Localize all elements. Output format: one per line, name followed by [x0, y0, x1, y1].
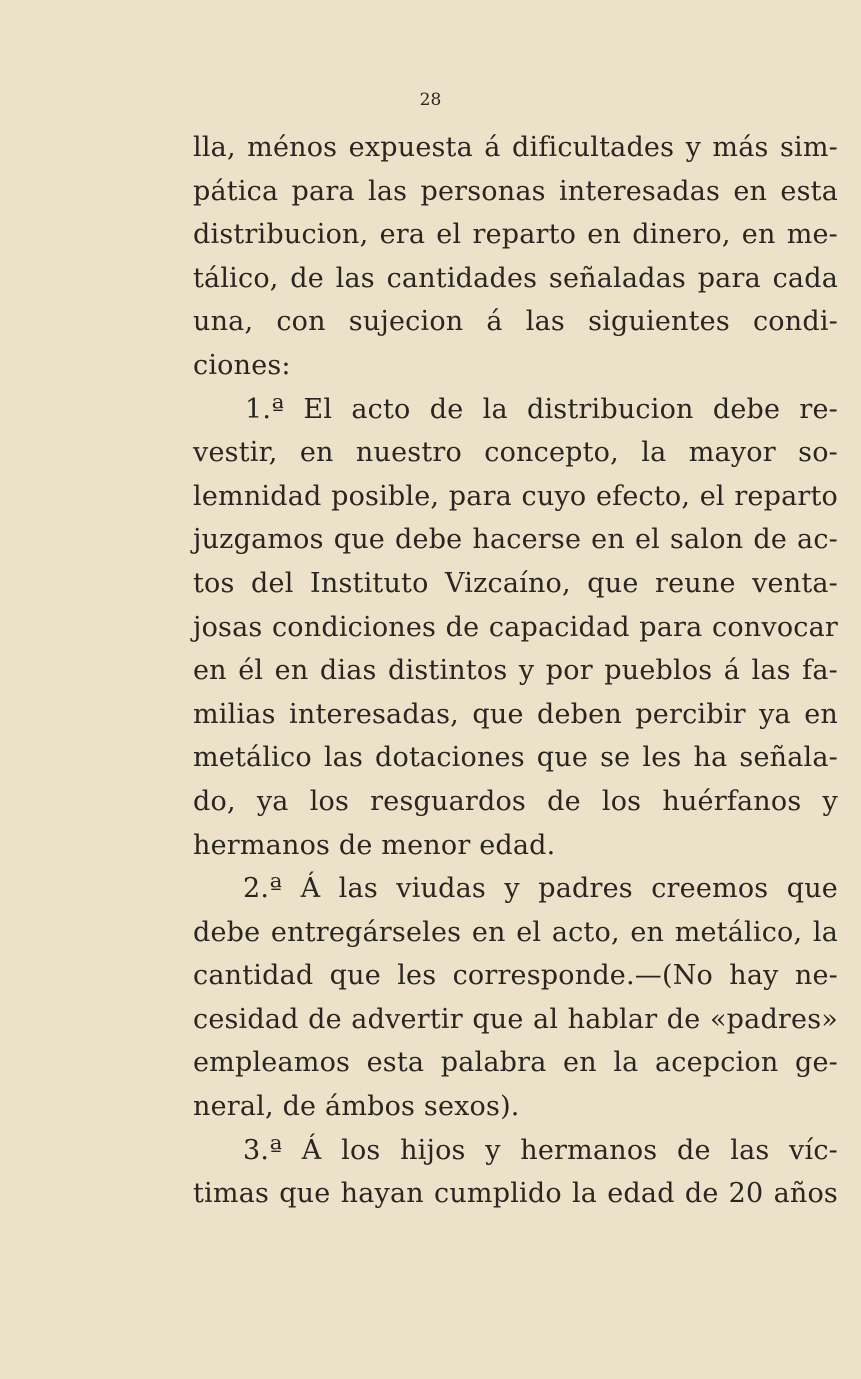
page-number: 28 [419, 90, 442, 110]
text-line: ciones: [193, 349, 291, 381]
text-line: milias interesadas, que deben percibir ya en [193, 698, 838, 730]
text-line: cesidad de advertir que al hablar de «padres» [193, 1003, 838, 1035]
text-line: una, con sujecion á las siguientes condi- [193, 306, 838, 338]
text-line: tálico, de las cantidades señaladas para cada [193, 262, 838, 294]
text-line: 2.ª Á las viudas y padres creemos que [243, 873, 838, 905]
text-line: neral, de ámbos sexos). [193, 1091, 520, 1123]
text-line: vestir, en nuestro concepto, la mayor so- [193, 437, 838, 469]
text-line: lla, ménos expuesta á dificultades y más sim- [193, 132, 838, 163]
text-line: metálico las dotaciones que se les ha señala- [193, 742, 838, 774]
text-line: 3.ª Á los hijos y hermanos de las víc- [243, 1134, 838, 1166]
text-line: cantidad que les corresponde.—(No hay ne- [193, 960, 838, 992]
text-line: juzgamos que debe hacerse en el salon de ac- [193, 524, 838, 556]
body-text [193, 126, 838, 1216]
text-line: timas que hayan cumplido la edad de 20 años [193, 1178, 838, 1210]
text-line: en él en dias distintos y por pueblos á las fa- [193, 655, 838, 687]
text-line: josas condiciones de capacidad para convocar [193, 611, 838, 643]
text-line: distribucion, era el reparto en dinero, en me- [193, 219, 838, 251]
text-line: 1.ª El acto de la distribucion debe re- [245, 393, 838, 425]
text-line: debe entregárseles en el acto, en metálico, la [193, 916, 838, 948]
text-line: do, ya los resguardos de los huérfanos y [193, 785, 838, 817]
text-line: tos del Instituto Vizcaíno, que reune venta- [193, 567, 838, 599]
text-line: lemnidad posible, para cuyo efecto, el reparto [193, 480, 838, 512]
text-line: empleamos esta palabra en la acepcion ge- [193, 1047, 838, 1079]
text-line: pática para las personas interesadas en esta [193, 175, 838, 207]
text-line: hermanos de menor edad. [193, 829, 556, 861]
